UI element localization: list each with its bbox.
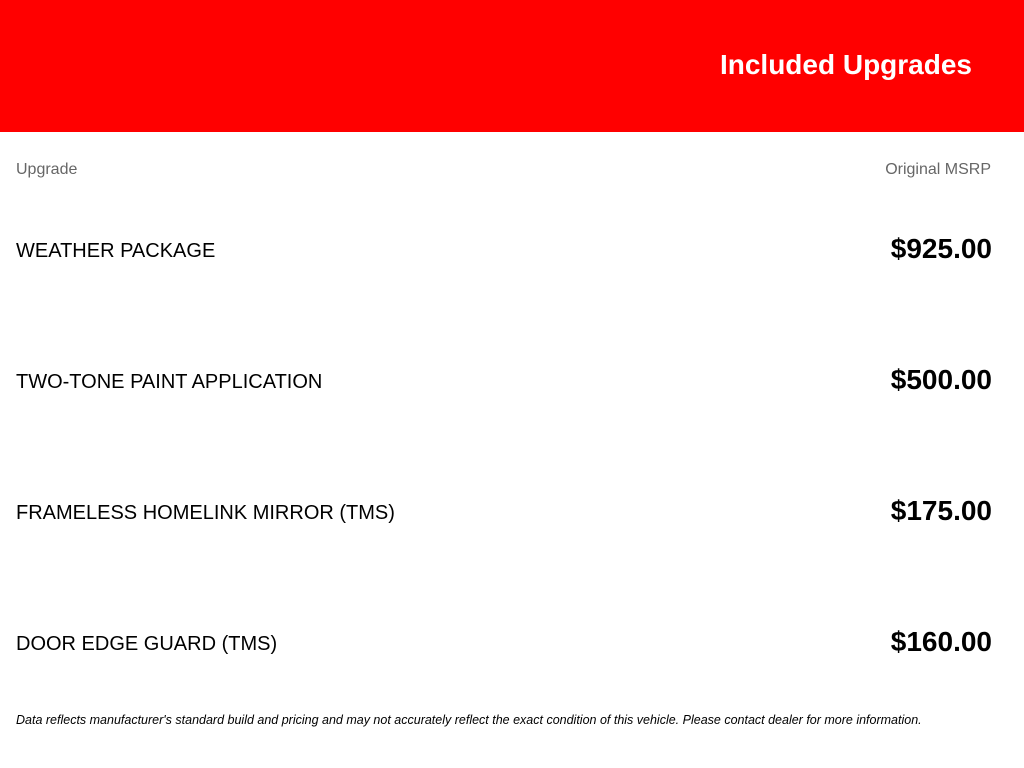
list-item [0, 218, 1024, 349]
upgrade-name: DOOR EDGE GUARD (TMS) [16, 633, 278, 655]
upgrade-price: $500.00 [890, 364, 992, 395]
upgrade-name: TWO-TONE PAINT APPLICATION [16, 371, 323, 393]
upgrade-price: $925.00 [890, 233, 992, 264]
page-title: Included Upgrades [719, 49, 972, 80]
header-banner [0, 0, 1024, 132]
upgrade-price: $160.00 [890, 626, 992, 657]
upgrade-column-header: Upgrade [16, 161, 78, 178]
list-item [0, 480, 1024, 611]
upgrade-name: FRAMELESS HOMELINK MIRROR (TMS) [16, 502, 395, 524]
upgrades-list [0, 218, 1024, 742]
msrp-column-header: Original MSRP [885, 161, 991, 178]
list-item [0, 349, 1024, 480]
disclaimer-text: Data reflects manufacturer's standard build and pricing and may not accurately reflect the exact condition of this vehicle. Please contact dealer for more information. [16, 713, 922, 727]
upgrade-name: WEATHER PACKAGE [16, 240, 216, 262]
upgrade-price: $175.00 [890, 495, 992, 526]
